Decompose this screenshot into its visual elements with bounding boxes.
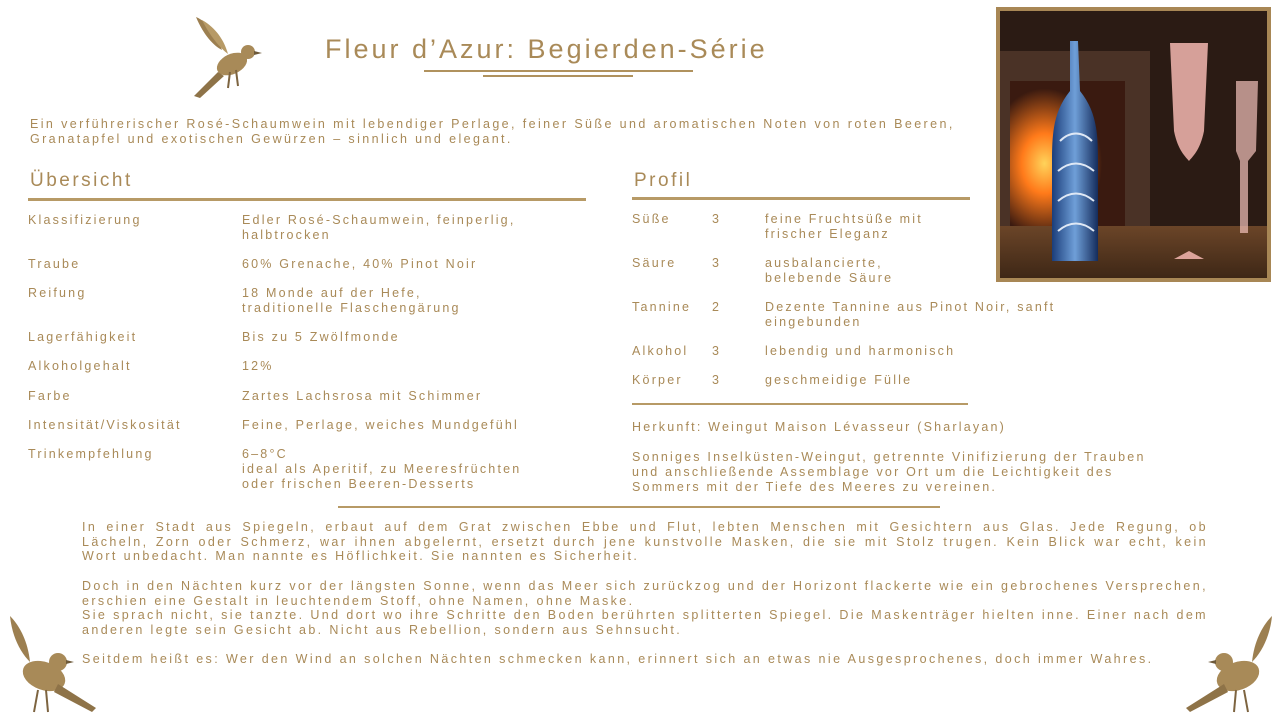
overview-value: 6–8°C ideal als Aperitif, zu Meeresfrüchten oder frischen Beeren-Desserts [242, 447, 522, 491]
sparrow-icon [4, 612, 100, 716]
profile-label: Süße [632, 212, 671, 226]
origin-description: Sonniges Inselküsten-Weingut, getrennte Vinifizierung der Trauben und anschließende Assemblage vor Ort um die Leichtigkeit des Sommers mit der Tiefe des Meeres zu vereinen. [632, 450, 1146, 494]
page-title: Fleur d’Azur: Begierden-Série [325, 34, 768, 64]
bottle-and-glasses-photo [996, 7, 1271, 282]
title-underline [424, 70, 693, 72]
profile-desc: lebendig und harmonisch [765, 344, 956, 358]
profile-score: 2 [712, 300, 722, 314]
profile-label: Körper [632, 373, 683, 387]
overview-label: Lagerfähigkeit [28, 330, 138, 344]
overview-value: 60% Grenache, 40% Pinot Noir [242, 257, 478, 271]
overview-value: Bis zu 5 Zwölfmonde [242, 330, 400, 344]
story-paragraph: In einer Stadt aus Spiegeln, erbaut auf dem Grat zwischen Ebbe und Flut, lebten Menschen mit Gesichtern aus Glas. Jede Regung, ob Lächeln, Zorn oder Schmerz, war ihnen abgelernt, ersetzt durch jene kunstvolle Masken, die sie mit Stolz trugen. Kein Blick war echt, kein Wort unbedacht. Man nannte es Höflichkeit. Sie nannten es Sicherheit. [82, 520, 1208, 564]
story-paragraph: Seitdem heißt es: Wer den Wind an solchen Nächten schmecken kann, erinnert sich an etwas nie Ausgesprochenes, doch immer Wahres. [82, 652, 1154, 667]
profile-desc: ausbalancierte, belebende Säure [765, 256, 894, 285]
overview-label: Alkoholgehalt [28, 359, 132, 373]
profile-label: Tannine [632, 300, 692, 314]
profile-score: 3 [712, 344, 722, 358]
profile-rule [632, 197, 970, 200]
overview-label: Trinkempfehlung [28, 447, 154, 461]
overview-value: 18 Monde auf der Hefe, traditionelle Flaschengärung [242, 286, 461, 315]
overview-label: Traube [28, 257, 81, 271]
profile-label: Säure [632, 256, 677, 270]
overview-value: Edler Rosé-Schaumwein, feinperlig, halbtrocken [242, 213, 516, 242]
overview-value: Feine, Perlage, weiches Mundgefühl [242, 418, 520, 432]
profile-score: 3 [712, 212, 722, 226]
profile-score: 3 [712, 373, 722, 387]
overview-heading: Übersicht [30, 170, 133, 191]
profile-label: Alkohol [632, 344, 689, 358]
profile-divider [632, 403, 968, 405]
sparrow-icon [186, 12, 266, 102]
profile-score: 3 [712, 256, 722, 270]
overview-value: 12% [242, 359, 274, 373]
profile-desc: geschmeidige Fülle [765, 373, 913, 387]
overview-label: Intensität/Viskosität [28, 418, 182, 432]
story-paragraph: Doch in den Nächten kurz vor der längsten Sonne, wenn das Meer sich zurückzog und der Horizont flackerte wie ein gebrochenes Versprechen, erschien eine Gestalt in leuchtendem Stoff, ohne Namen, ohne Maske. Sie sprach nicht, sie tanzte. Und dort wo ihre Schritte den Boden berührten splitterten Spiegel. Die Maskenträger hielten inne. Einer nach dem anderen legte sein Gesicht ab. Nicht aus Rebellion, sondern aus Sehnsucht. [82, 578, 1208, 637]
intro-text: Ein verführerischer Rosé-Schaumwein mit lebendiger Perlage, feiner Süße und aromatischen Noten von roten Beeren, Granatapfel und exotischen Gewürzen – sinnlich und elegant. [30, 117, 955, 146]
overview-label: Reifung [28, 286, 87, 300]
origin-line: Herkunft: Weingut Maison Lévasseur (Sharlayan) [632, 420, 1007, 434]
profile-desc: Dezente Tannine aus Pinot Noir, sanft eingebunden [765, 300, 1056, 329]
sparrow-icon [1182, 612, 1278, 716]
title-underline-short [483, 75, 633, 77]
story-divider [338, 506, 940, 508]
overview-rule [28, 198, 586, 201]
overview-label: Farbe [28, 389, 72, 403]
overview-label: Klassifizierung [28, 213, 142, 227]
overview-value: Zartes Lachsrosa mit Schimmer [242, 389, 483, 403]
story-text [82, 520, 1208, 682]
profile-heading: Profil [634, 170, 693, 191]
profile-desc: feine Fruchtsüße mit frischer Eleganz [765, 212, 923, 241]
